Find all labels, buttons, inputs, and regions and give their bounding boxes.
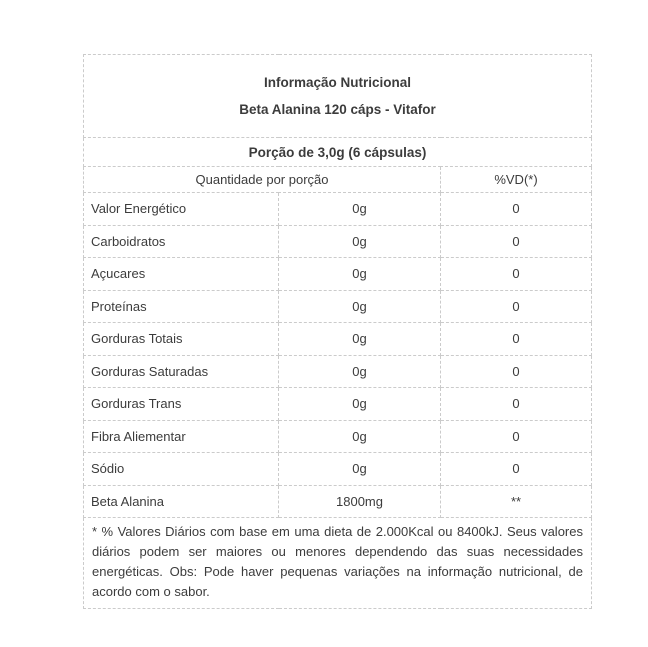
nutrient-label: Sódio	[84, 453, 279, 486]
nutrient-label: Beta Alanina	[84, 485, 279, 518]
table-row	[84, 225, 592, 258]
nutrient-dv: 0	[441, 193, 592, 226]
nutrient-amount: 0g	[279, 225, 441, 258]
nutrient-amount: 0g	[279, 258, 441, 291]
nutrient-dv: **	[441, 485, 592, 518]
table-row	[84, 355, 592, 388]
nutrient-amount: 0g	[279, 193, 441, 226]
table-row	[84, 420, 592, 453]
nutrient-amount: 0g	[279, 388, 441, 421]
table-row	[84, 453, 592, 486]
nutrient-amount: 1800mg	[279, 485, 441, 518]
table-header-row	[84, 55, 592, 138]
table-row	[84, 290, 592, 323]
nutrient-dv: 0	[441, 355, 592, 388]
nutrient-dv: 0	[441, 258, 592, 291]
nutrient-amount: 0g	[279, 323, 441, 356]
nutrient-amount: 0g	[279, 355, 441, 388]
table-row	[84, 388, 592, 421]
footnote-row	[84, 518, 592, 609]
table-row	[84, 193, 592, 226]
table-row	[84, 323, 592, 356]
nutrient-label: Proteínas	[84, 290, 279, 323]
nutrient-dv: 0	[441, 388, 592, 421]
table-title: Informação Nutricional	[263, 75, 412, 90]
nutrient-amount: 0g	[279, 420, 441, 453]
nutrient-dv: 0	[441, 225, 592, 258]
nutrient-amount: 0g	[279, 453, 441, 486]
nutrient-dv: 0	[441, 453, 592, 486]
serving-size: Porção de 3,0g (6 cápsulas)	[84, 138, 592, 167]
table-row	[84, 258, 592, 291]
table-row	[84, 485, 592, 518]
quantity-column-header: Quantidade por porção	[84, 167, 441, 193]
nutrient-amount: 0g	[279, 290, 441, 323]
nutrient-label: Gorduras Totais	[84, 323, 279, 356]
column-header-row	[84, 167, 592, 193]
nutrient-dv: 0	[441, 420, 592, 453]
nutrient-label: Gorduras Saturadas	[84, 355, 279, 388]
nutrient-label: Carboidratos	[84, 225, 279, 258]
nutrient-label: Gorduras Trans	[84, 388, 279, 421]
serving-row	[84, 138, 592, 167]
table-title-cell	[84, 55, 592, 138]
nutrient-dv: 0	[441, 323, 592, 356]
nutrition-facts-table	[83, 54, 592, 609]
product-name: Beta Alanina 120 cáps - Vitafor	[239, 102, 436, 117]
daily-values-footnote: * % Valores Diários com base em uma dieta de 2.000Kcal ou 8400kJ. Seus valores diários podem ser maiores ou menores dependendo das suas necessidades energéticas. Obs: Pode haver pequenas variações na informação nutricional, de acordo com o sabor.	[84, 518, 592, 609]
daily-value-column-header: %VD(*)	[441, 167, 592, 193]
nutrient-label: Valor Energético	[84, 193, 279, 226]
nutrient-label: Fibra Aliementar	[84, 420, 279, 453]
nutrient-label: Açucares	[84, 258, 279, 291]
nutrient-dv: 0	[441, 290, 592, 323]
